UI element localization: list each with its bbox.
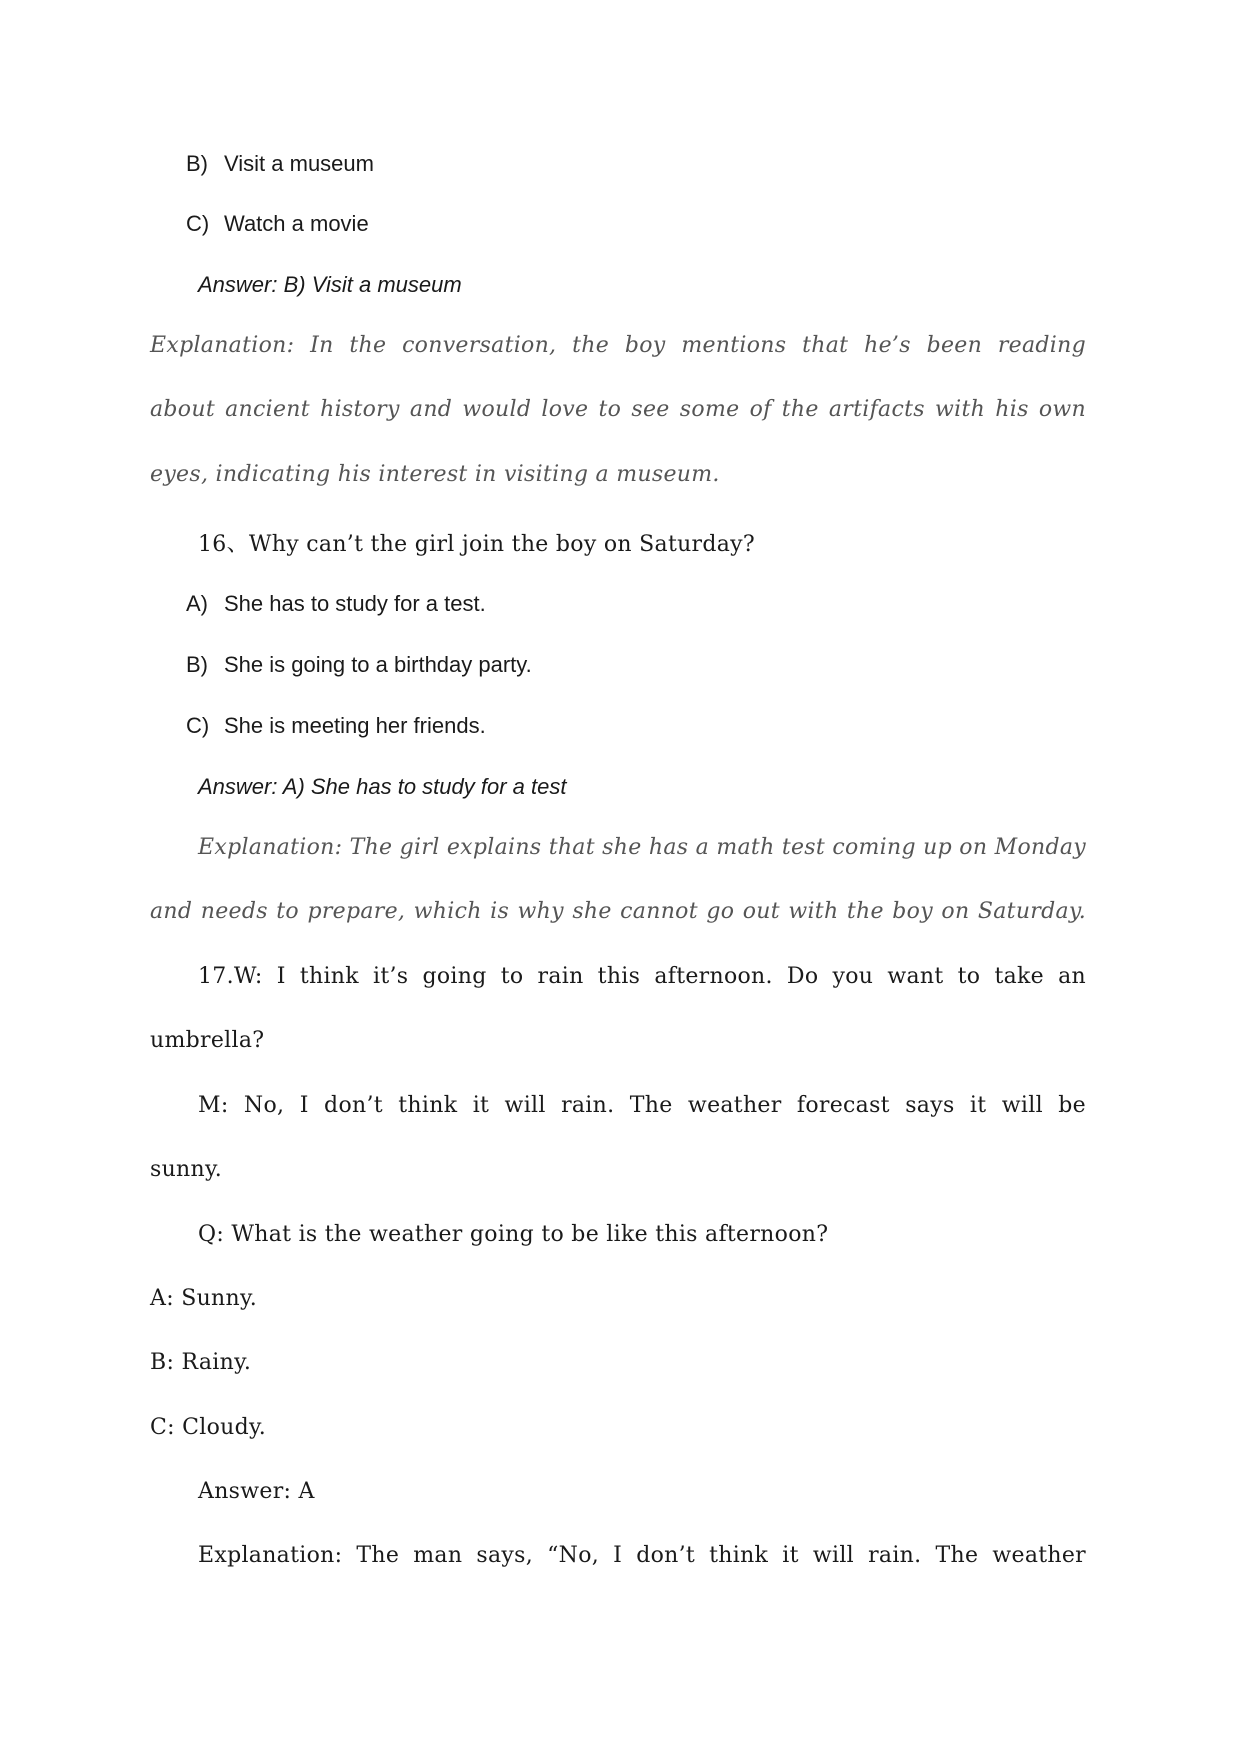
q17-option-a: A: Sunny. bbox=[150, 1286, 258, 1311]
option-label: C) bbox=[186, 211, 210, 236]
q15-explanation-line-3: eyes, indicating his interest in visiting a museum. bbox=[150, 462, 720, 487]
q17-answer: Answer: A bbox=[198, 1479, 315, 1504]
q17-dialogue-line-4: sunny. bbox=[150, 1157, 223, 1182]
q17-dialogue-line-2: umbrella? bbox=[150, 1028, 265, 1053]
q17-dialogue-line-1: 17.W: I think it’s going to rain this afternoon. Do you want to take an bbox=[198, 964, 1086, 989]
option-label: B) bbox=[186, 652, 208, 677]
q16-explanation-line-1: Explanation: The girl explains that she has a math test coming up on Monday bbox=[198, 835, 1086, 860]
q16-question: 16、Why can’t the girl join the boy on Saturday? bbox=[198, 532, 755, 557]
q16-option-c bbox=[186, 713, 486, 739]
option-text: Visit a museum bbox=[224, 151, 374, 176]
option-label: C) bbox=[186, 713, 210, 738]
q17-option-b: B: Rainy. bbox=[150, 1350, 252, 1375]
q15-option-b bbox=[186, 151, 374, 177]
option-text: She is going to a birthday party. bbox=[224, 652, 532, 677]
option-label: B) bbox=[186, 151, 208, 176]
q15-explanation-line-2: about ancient history and would love to see some of the artifacts with his own bbox=[150, 397, 1086, 422]
q17-explanation: Explanation: The man says, “No, I don’t think it will rain. The weather bbox=[198, 1543, 1086, 1568]
q16-explanation-line-2: and needs to prepare, which is why she cannot go out with the boy on Saturday. bbox=[150, 899, 1086, 924]
option-text: She is meeting her friends. bbox=[224, 713, 486, 738]
q16-option-a bbox=[186, 591, 486, 617]
q15-explanation-line-1: Explanation: In the conversation, the boy mentions that he’s been reading bbox=[150, 333, 1086, 358]
q17-question: Q: What is the weather going to be like this afternoon? bbox=[198, 1222, 829, 1247]
option-text: She has to study for a test. bbox=[224, 591, 486, 616]
q16-answer: Answer: A) She has to study for a test bbox=[198, 774, 567, 799]
q17-option-c: C: Cloudy. bbox=[150, 1415, 267, 1440]
q16-option-b bbox=[186, 652, 532, 678]
q15-answer: Answer: B) Visit a museum bbox=[198, 272, 462, 297]
option-text: Watch a movie bbox=[224, 211, 369, 236]
q15-option-c bbox=[186, 211, 369, 237]
q17-dialogue-line-3: M: No, I don’t think it will rain. The weather forecast says it will be bbox=[198, 1093, 1086, 1118]
option-label: A) bbox=[186, 591, 208, 616]
